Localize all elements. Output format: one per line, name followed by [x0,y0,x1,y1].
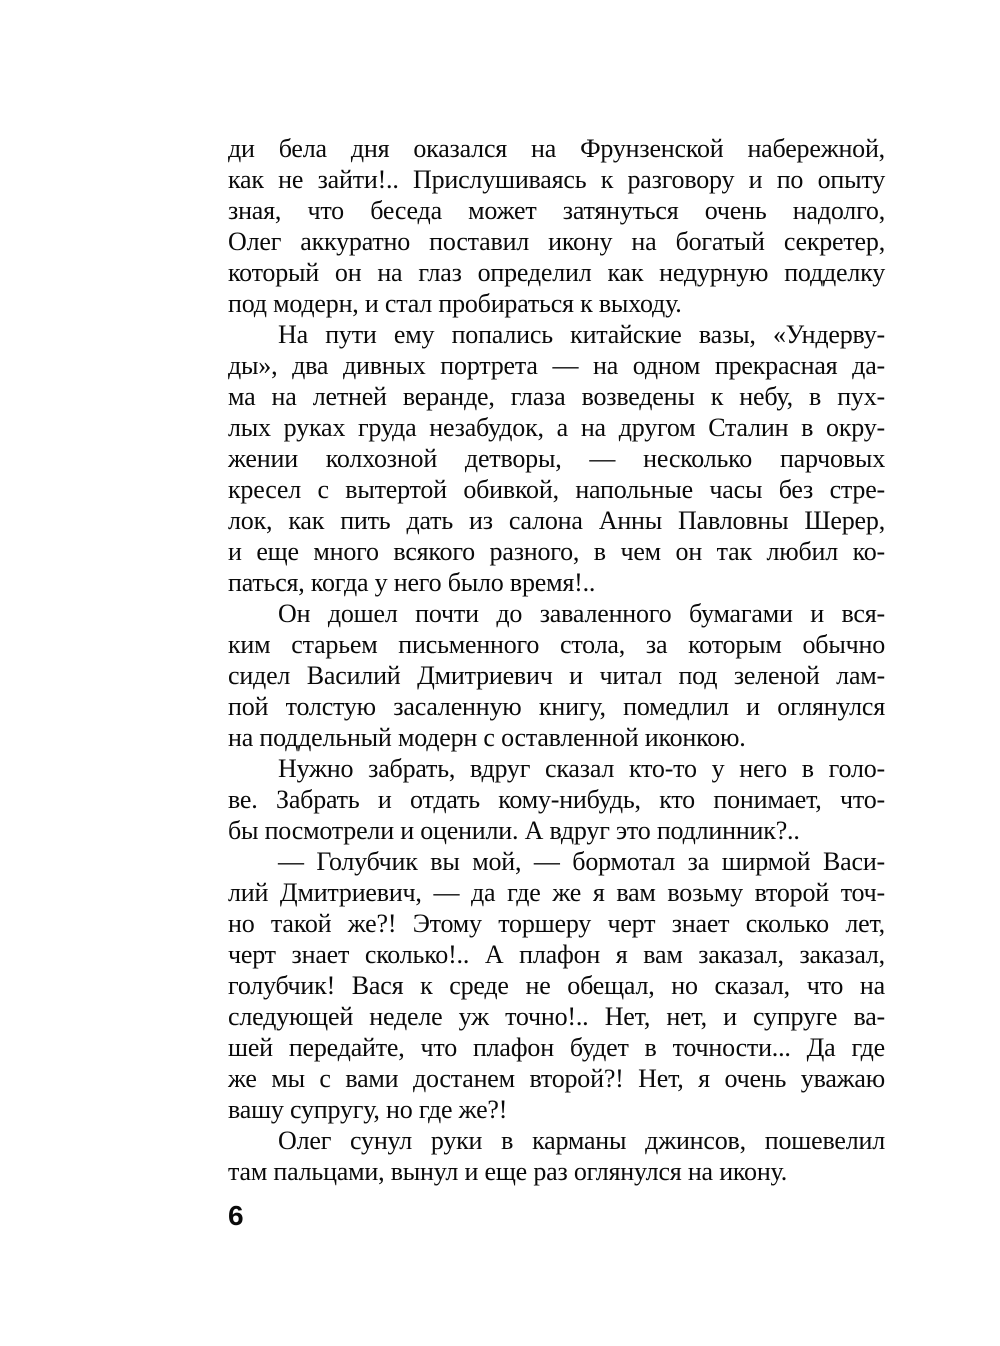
text-line: лий Дмитриевич, — да где же я вам возьму второй точ- [228,878,885,907]
text-line: следующей неделе уж точно!.. Нет, нет, и супруге ва- [228,1002,885,1031]
text-line: паться, когда у него было время!.. [228,568,596,597]
text-line: голубчик! Вася к среде не обещал, но сказал, что на [228,971,885,1000]
page-number: 6 [228,1200,244,1231]
text-line: кресел с вытертой обивкой, напольные часы без стре- [228,475,885,504]
text-line: ды», два дивных портрета — на одном прекрасная да- [228,351,885,380]
text-line: лок, как пить дать из салона Анны Павловны Шерер, [228,506,885,535]
text-line: сидел Василий Дмитриевич и читал под зеленой лам- [228,661,885,690]
text-line: Нужно забрать, вдруг сказал кто-то у него в голо- [278,754,885,783]
text-block [228,133,885,1187]
text-line: шей передайте, что плафон будет в точности... Да где [228,1033,885,1062]
text-line: там пальцами, вынул и еще раз оглянулся на икону. [228,1157,788,1186]
text-line: Олег аккуратно поставил икону на богатый секретер, [228,227,885,256]
text-line: на поддельный модерн с оставленной иконкою. [228,723,746,752]
text-line: Он дошел почти до заваленного бумагами и вся- [278,599,885,628]
text-line: лых руках груда незабудок, а на другом Сталин в окру- [228,413,885,442]
text-line: который он на глаз определил как недурную подделку [228,258,885,287]
text-line: ким старьем письменного стола, за которым обычно [228,630,885,659]
text-line: же мы с вами достанем второй?! Нет, я очень уважаю [228,1064,885,1093]
text-line: ди бела дня оказался на Фрунзенской набережной, [228,134,885,163]
text-line: как не зайти!.. Прислушиваясь к разговору и по опыту [228,165,885,194]
text-line: но такой же?! Этому торшеру черт знает сколько лет, [228,909,885,938]
text-line: черт знает сколько!.. А плафон я вам заказал, заказал, [228,940,885,969]
text-line: бы посмотрели и оценили. А вдруг это подлинник?.. [228,816,800,845]
text-line: На пути ему попались китайские вазы, «Ундерву- [278,320,885,349]
text-line: жении колхозной детворы, — несколько парчовых [228,444,885,473]
text-line: ве. Забрать и отдать кому-нибудь, кто понимает, что- [228,785,885,814]
text-line: вашу супругу, но где же?! [228,1095,508,1124]
text-line: ма на летней веранде, глаза возведены к небу, в пух- [228,382,885,411]
text-line: и еще много всякого разного, в чем он так любил ко- [228,537,885,566]
text-line: Олег сунул руки в карманы джинсов, пошевелил [278,1126,885,1155]
text-line: пой толстую засаленную книгу, помедлил и оглянулся [228,692,885,721]
text-line: зная, что беседа может затянуться очень надолго, [228,196,885,225]
text-line: — Голубчик вы мой, — бормотал за ширмой Васи- [278,847,885,876]
text-line: под модерн, и стал пробираться к выходу. [228,289,682,318]
